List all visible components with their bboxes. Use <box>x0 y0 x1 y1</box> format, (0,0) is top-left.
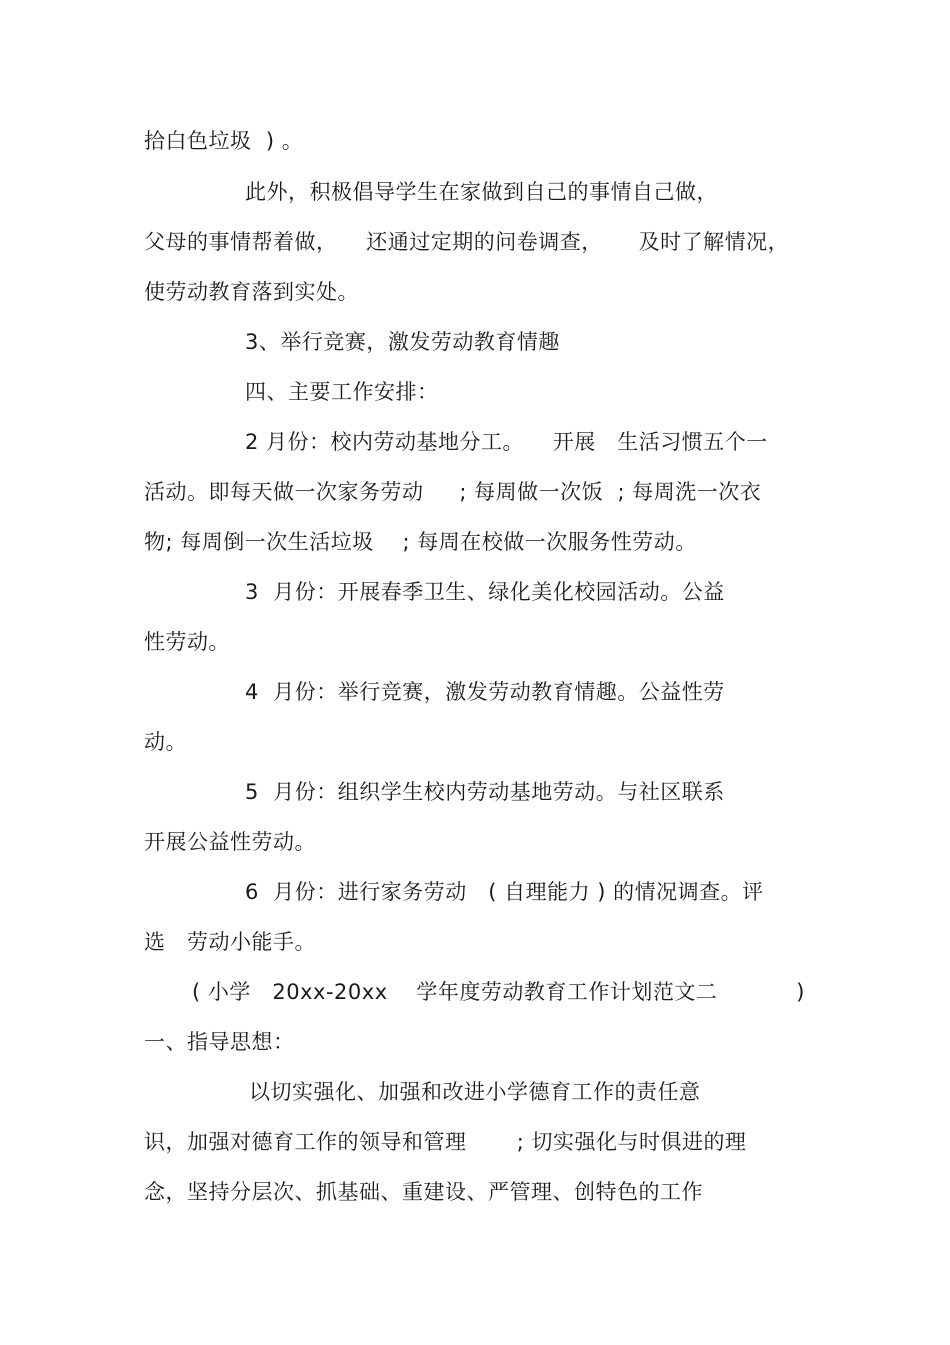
text-line: 性劳动。 <box>144 630 230 654</box>
text-line: 父母的事情帮着做， 还通过定期的问卷调查， 及时了解情况， <box>144 230 790 254</box>
text-line: 活动。即每天做一次家务劳动 ; 每周做一次饭 ; 每周洗一次衣 <box>144 480 762 504</box>
section-title: ( 小学 20xx-20xx 学年度劳动教育工作计划范文二 ) <box>192 980 805 1004</box>
text-line: 识，加强对德育工作的领导和管理 ; 切实强化与时俱进的理 <box>144 1130 747 1154</box>
text-line: 物; 每周倒一次生活垃圾 ; 每周在校做一次服务性劳动。 <box>144 530 697 554</box>
paragraph-first-line: 4 月份：举行竞赛，激发劳动教育情趣。公益性劳 <box>245 680 725 704</box>
paragraph-first-line: 6 月份：进行家务劳动 ( 自理能力 ) 的情况调查。评 <box>245 880 764 904</box>
paragraph-first-line: 此外，积极倡导学生在家做到自己的事情自己做， <box>245 180 718 204</box>
text-line: 开展公益性劳动。 <box>144 830 316 854</box>
text-line: 选 劳动小能手。 <box>144 930 317 954</box>
section-heading: 一、指导思想： <box>144 1030 295 1054</box>
paragraph-first-line: 2 月份：校内劳动基地分工。 开展 生活习惯五个一 <box>245 430 768 454</box>
section-heading: 3、举行竞赛，激发劳动教育情趣 <box>245 330 560 354</box>
text-line: 拾白色垃圾 ) 。 <box>144 129 304 153</box>
text-line: 使劳动教育落到实处。 <box>144 280 359 304</box>
section-heading: 四、主要工作安排： <box>245 380 439 404</box>
paragraph-first-line: 以切实强化、加强和改进小学德育工作的责任意 <box>249 1080 701 1104</box>
paragraph-first-line: 5 月份：组织学生校内劳动基地劳动。与社区联系 <box>245 780 725 804</box>
paragraph-first-line: 3 月份：开展春季卫生、绿化美化校园活动。公益 <box>245 580 725 604</box>
text-line: 动。 <box>144 730 187 754</box>
text-line: 念，坚持分层次、抓基础、重建设、严管理、创特色的工作 <box>144 1180 703 1204</box>
